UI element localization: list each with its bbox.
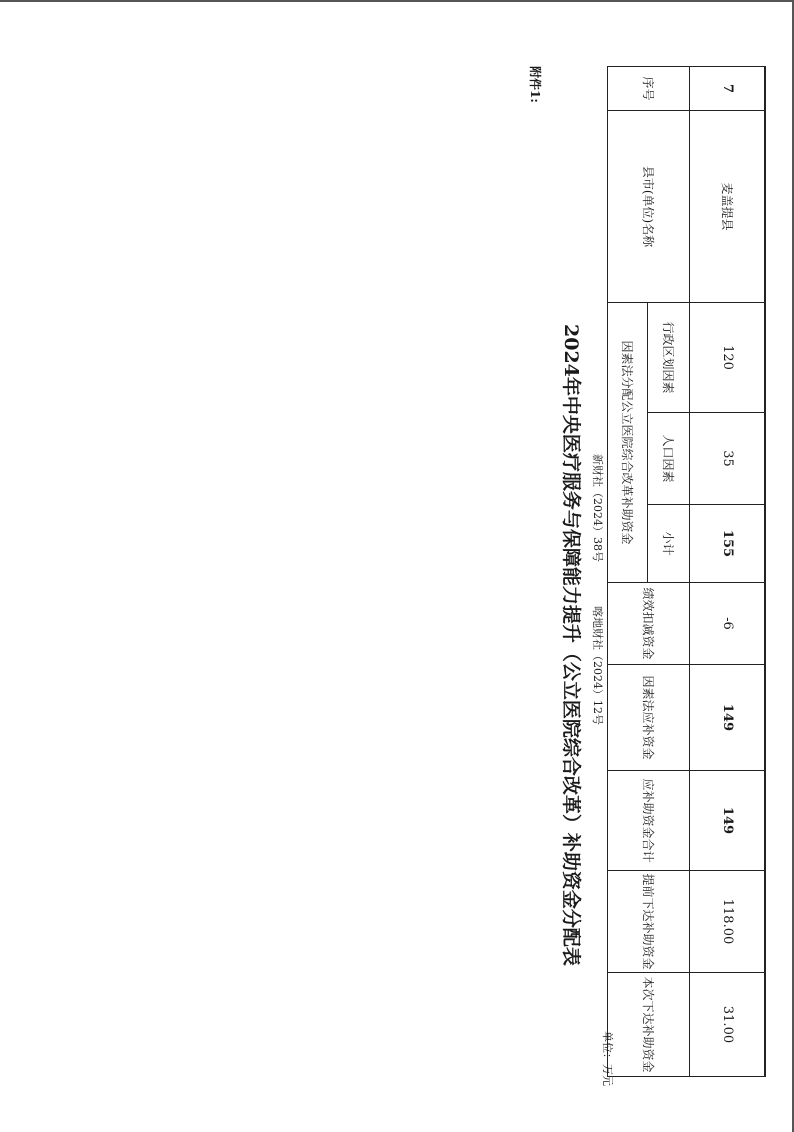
header-admin-factor: 行政区划因素: [648, 303, 690, 413]
header-county: 县市(单位)名称: [608, 111, 690, 303]
header-performance-deduction: 绩效扣减资金: [608, 583, 690, 665]
header-row-sub: [648, 67, 690, 1077]
attachment-label: 附件1:: [528, 66, 542, 103]
cell-current-issued: 31.00: [690, 973, 766, 1077]
page-edge-top: [0, 0, 794, 2]
header-subtotal: 小计: [648, 505, 690, 583]
cell-advance-issued: 118.00: [690, 871, 766, 973]
cell-subtotal: 155: [690, 505, 766, 583]
rotated-document: [516, 66, 766, 1126]
header-total-due: 应补助资金合计: [608, 771, 690, 871]
table-row: [690, 67, 766, 1077]
cell-performance-deduction: -6: [690, 583, 766, 665]
doc-ref-1: 新财社（2024）38号: [591, 454, 604, 562]
header-population-factor: 人口因素: [648, 413, 690, 505]
cell-total-due: 149: [690, 771, 766, 871]
document-title: 2024年中央医疗服务与保障能力提升（公立医院综合改革）补助资金分配表: [560, 324, 582, 966]
header-factor-due: 因素法应补资金: [608, 665, 690, 771]
unit-label: 单位：万元: [601, 1031, 614, 1086]
header-seq: 序号: [608, 67, 690, 111]
cell-admin-factor: 120: [690, 303, 766, 413]
data-table: [607, 66, 766, 1077]
cell-county: 麦盖提县: [690, 111, 766, 303]
header-factor-group: 因素法分配公立医院综合改革补助资金: [608, 303, 648, 583]
header-advance-issued: 提前下达补助资金: [608, 871, 690, 973]
cell-seq: 7: [690, 67, 766, 111]
header-current-issued: 本次下达补助资金: [608, 973, 690, 1077]
cell-factor-due: 149: [690, 665, 766, 771]
doc-ref-2: 喀地财社（2024）12号: [591, 606, 604, 725]
cell-population-factor: 35: [690, 413, 766, 505]
